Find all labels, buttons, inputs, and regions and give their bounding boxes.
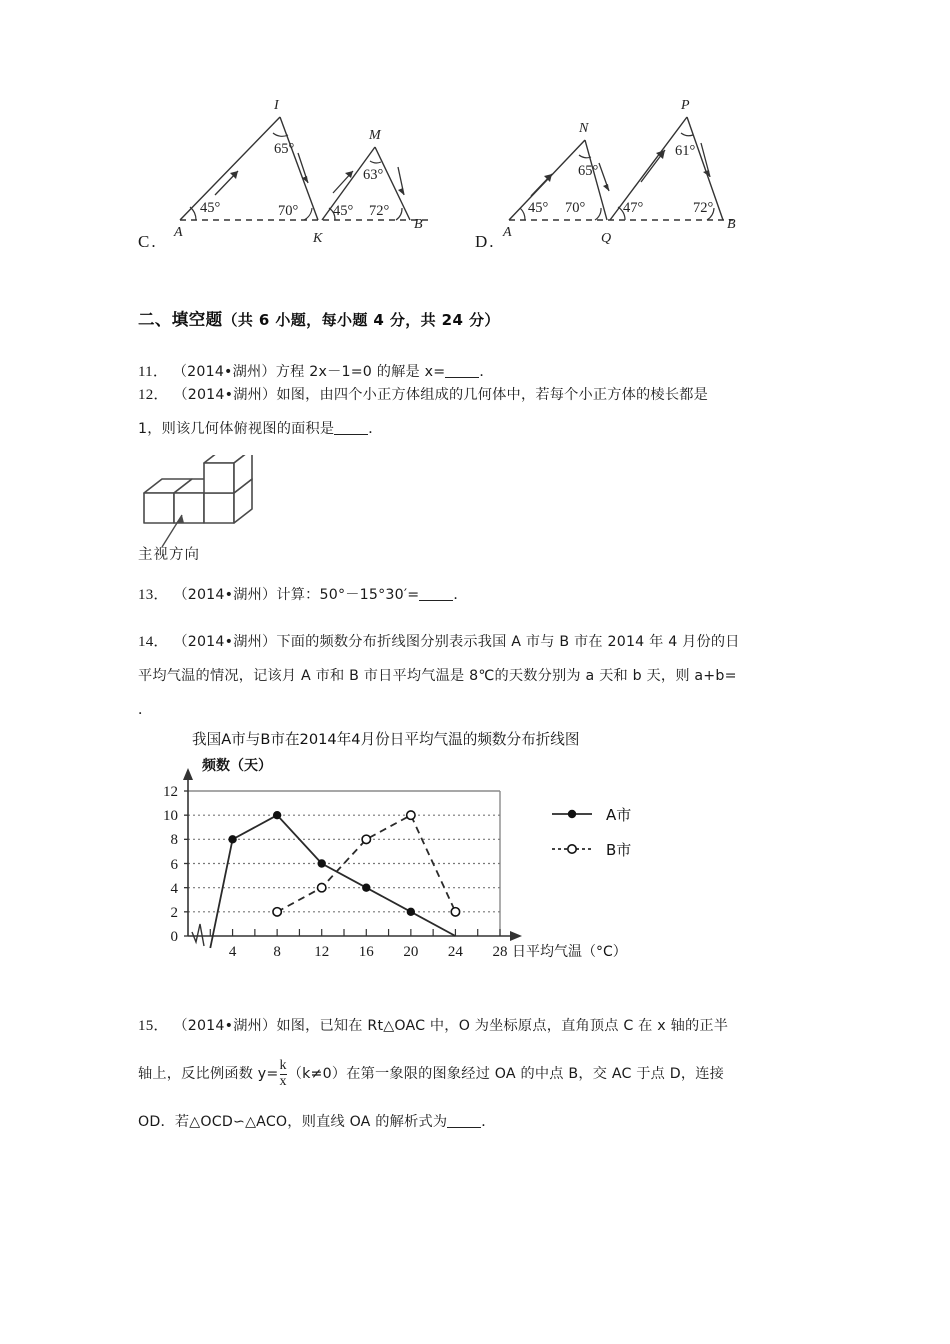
figure-choice-d (495, 95, 765, 250)
question-12-answer-blank[interactable] (334, 420, 368, 435)
series-a-line (210, 815, 455, 948)
question-14-line2 (138, 659, 838, 693)
cube-solid-figure (140, 455, 270, 550)
multiple-choice-figures (0, 0, 950, 270)
legend-label-a: A市 (606, 806, 632, 824)
question-12-line1 (138, 378, 838, 412)
figure-c-angle-0: 45° (200, 200, 221, 216)
figure-d-angle-3: 47° (623, 200, 644, 216)
figure-d-vertex-p: P (681, 98, 690, 113)
question-15-text-line1: 如图，已知在 Rt△OAC 中，O 为坐标原点，直角顶点 C 在 x 轴的正半 (276, 1018, 729, 1034)
choice-letter-c: C. (138, 232, 158, 251)
series-b-markers (273, 811, 460, 916)
question-11-text: 方程 2x－1=0 的解是 x= (275, 364, 446, 380)
figure-d-vertex-n: N (579, 121, 589, 136)
question-11-answer-blank[interactable] (445, 363, 479, 378)
figure-d-angle-2: 70° (565, 200, 586, 216)
chart-legend (552, 806, 631, 859)
question-11-number: 11． (138, 364, 169, 380)
x-tick-28: 28 (492, 944, 508, 960)
question-12-text-line2: 1，则该几何体俯视图的面积是 (138, 421, 335, 437)
chart-title: 我国A市与B市在2014年4月份日平均气温的频数分布折线图 (192, 731, 580, 748)
question-13-source: （2014•湖州） (173, 587, 277, 603)
figure-d-angle-4: 61° (675, 143, 696, 159)
question-14-line1 (138, 625, 838, 659)
chart-y-axis-label: 频数（天） (202, 758, 272, 774)
figure-c-angle-2: 70° (278, 203, 299, 219)
question-14-text-line1: 下面的频数分布折线图分别表示我国 A 市与 B 市在 2014 年 4 月份的日 (276, 634, 740, 650)
question-13-period: ． (453, 587, 468, 603)
question-11-period: ． (479, 364, 494, 380)
question-14 (138, 625, 838, 727)
choice-letter-d: D. (475, 232, 496, 251)
chart-plot-area (140, 756, 700, 986)
figure-c-vertex-b: B (414, 217, 423, 232)
x-tick-20: 20 (403, 944, 419, 960)
fraction-denominator: x (279, 1074, 287, 1089)
y-tick-2: 2 (170, 905, 178, 921)
cube-figure-caption: 主视方向 (138, 547, 200, 563)
question-15-source: （2014•湖州） (173, 1018, 277, 1034)
y-tick-6: 6 (170, 857, 178, 873)
question-15-text-line2b: （k≠0）在第一象限的图象经过 OA 的中点 B，交 AC 于点 D，连接 (287, 1066, 725, 1082)
y-tick-10: 10 (163, 808, 178, 824)
question-15-period: ． (481, 1114, 496, 1130)
section-heading-subtitle: （共 6 小题，每小题 4 分，共 24 分） (222, 311, 500, 329)
question-13-number: 13． (138, 587, 169, 603)
x-tick-4: 4 (228, 944, 237, 960)
question-15-number: 15． (138, 1018, 169, 1034)
y-tick-8: 8 (170, 832, 178, 848)
y-tick-4: 4 (170, 881, 178, 897)
figure-c-angle-3: 45° (333, 203, 354, 219)
fraction-k-over-x (280, 1059, 287, 1089)
question-12-period: ． (368, 421, 383, 437)
x-tick-24: 24 (447, 944, 463, 960)
figure-d-angle-5: 72° (693, 200, 714, 216)
question-12-line2 (138, 412, 838, 446)
question-15-text-line2a: 轴上，反比例函数 y= (138, 1066, 279, 1082)
question-13-answer-blank[interactable] (419, 586, 453, 601)
x-tick-16: 16 (358, 944, 374, 960)
section-heading (138, 306, 500, 330)
figure-c-vertex-a: A (174, 225, 183, 240)
x-tick-12: 12 (314, 944, 330, 960)
figure-c-angle-4: 63° (363, 167, 384, 183)
figure-d-vertex-a: A (503, 225, 512, 240)
fraction-numerator: k (279, 1058, 287, 1074)
question-15-answer-blank[interactable] (447, 1113, 481, 1128)
figure-c-angle-5: 72° (369, 203, 390, 219)
x-tick-8: 8 (273, 944, 281, 960)
figure-d-vertex-q: Q (601, 231, 612, 246)
question-15-text-line3: OD．若△OCD∽△ACO，则直线 OA 的解析式为 (138, 1114, 448, 1130)
question-15-line2 (138, 1050, 838, 1098)
figure-c-vertex-m: M (369, 128, 381, 143)
question-14-number: 14． (138, 634, 169, 650)
figure-c-angle-1: 65° (274, 141, 295, 157)
question-15-line3 (138, 1098, 838, 1146)
question-12 (138, 378, 838, 446)
question-11-source: （2014•湖州） (172, 364, 276, 380)
question-14-text-line2: 平均气温的情况，记该月 A 市和 B 市日平均气温是 8℃的天数分别为 a 天和 b 天，则 a+b= (138, 668, 737, 684)
question-12-number: 12． (138, 387, 169, 403)
figure-choice-c (170, 95, 450, 250)
question-12-text-line1: 如图，由四个小正方体组成的几何体中，若每个小正方体的棱长都是 (276, 387, 708, 403)
chart-x-axis-label: 日平均气温（°C） (512, 944, 627, 960)
figure-d-vertex-b: B (727, 217, 736, 232)
question-14-source: （2014•湖州） (173, 634, 277, 650)
question-13 (138, 578, 838, 612)
frequency-line-chart (140, 722, 700, 992)
question-13-text: 计算：50°－15°30′= (276, 587, 420, 603)
figure-d-angle-0: 45° (528, 200, 549, 216)
legend-label-b: B市 (606, 841, 632, 859)
figure-c-vertex-k: K (313, 231, 323, 246)
question-14-period: ． (138, 702, 153, 718)
figure-c-vertex-i: I (274, 98, 279, 113)
question-12-source: （2014•湖州） (173, 387, 277, 403)
figure-d-angle-1: 65° (578, 163, 599, 179)
y-tick-0: 0 (170, 929, 178, 945)
section-heading-title: 二、填空题 (138, 310, 223, 329)
question-15 (138, 1002, 838, 1146)
question-15-line1 (138, 1002, 838, 1050)
y-tick-12: 12 (163, 784, 178, 800)
